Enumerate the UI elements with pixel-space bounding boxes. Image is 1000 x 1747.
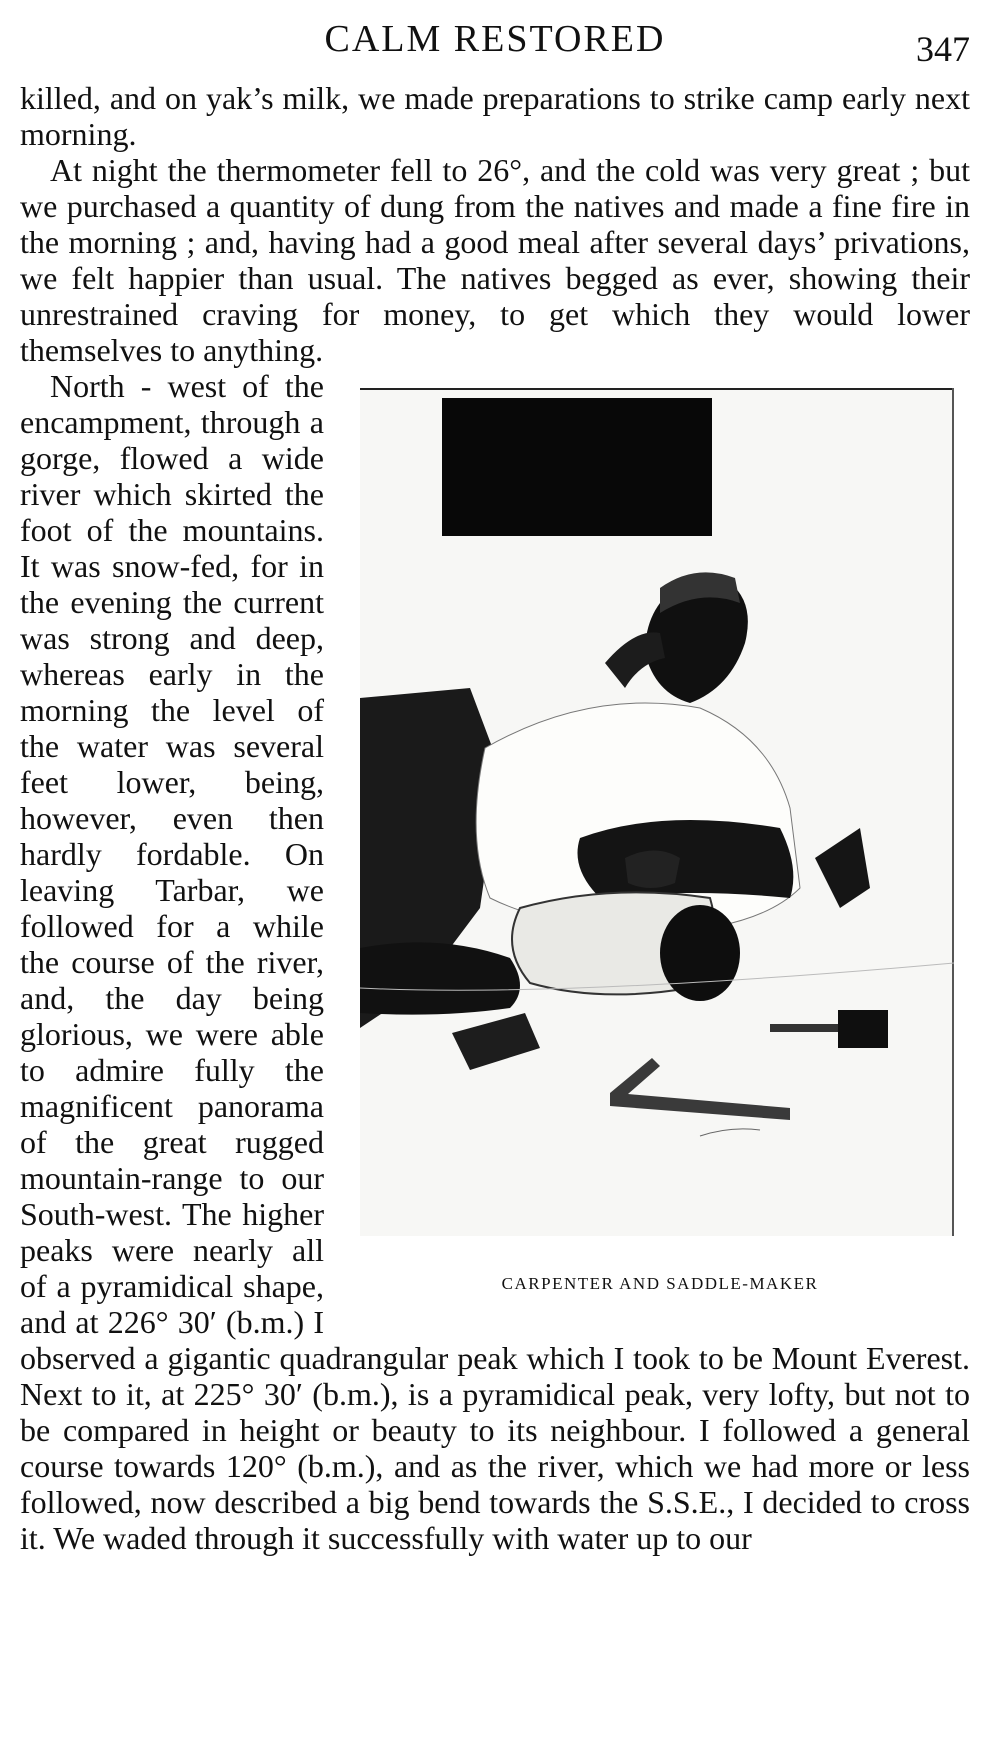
saddle-end bbox=[660, 905, 740, 1001]
figure-arm bbox=[605, 632, 665, 688]
fur-trim bbox=[578, 820, 794, 898]
paragraph-1: killed, and on yak’s milk, we made preparations to strike camp early next morning. bbox=[20, 80, 970, 152]
figure-caption: CARPENTER AND SADDLE-MAKER bbox=[501, 1274, 819, 1293]
figure-boots bbox=[360, 942, 520, 1014]
figure-plate bbox=[350, 370, 970, 1320]
illustration-drawing bbox=[360, 388, 954, 1236]
carpenter-square bbox=[610, 1058, 790, 1120]
paragraph-3: North - west of the encampment, through a gorge, flowed a wide river which skirted the foot of the mountains. It was snow-fed, for in the evening the current was strong and deep, whereas early in the morning the level of the water was several feet lower, being, however, even then hardly fordable. On leaving Tarbar, we followed for a while the course of the river, and, the day being glorious, we were able to admire fully the magnificent panorama of the great rugged mountain-range to our South-west. The higher peaks were nearly all of a pyramidical shape, and at 226° 30′ (b.m.) I observed a gigantic quadrangular peak which I took to be Mount Everest. Next to it, at 225° 30′ (b.m.), is a pyramidical peak, very lofty, but not to be compared in height or beauty to its neighbour. I followed a general course towards 120° (b.m.), and as the river, which we had more or less followed, now described a big bend towards the S.S.E., I decided to cross it. We waded through it successfully with water up to our bbox=[20, 368, 970, 1556]
paragraph-2: At night the thermometer fell to 26°, and the cold was very great ; but we purchased a quantity of dung from the natives and made a fine fire in the morning ; and, having had a good meal after several days’ privations, we felt happier than usual. The natives begged as ever, showing their unrestrained craving for money, to get which they would lower themselves to anything. bbox=[20, 152, 970, 368]
hanging-tool bbox=[815, 828, 870, 908]
illustration bbox=[360, 388, 954, 1236]
page-number: 347 bbox=[916, 29, 970, 69]
dark-wall-panel bbox=[442, 398, 712, 536]
wooden-block bbox=[452, 1013, 540, 1070]
drill-body bbox=[838, 1010, 888, 1048]
page-header bbox=[20, 14, 970, 74]
body-text bbox=[20, 80, 970, 1556]
figure-hands bbox=[625, 851, 680, 889]
drill-bit bbox=[770, 1024, 838, 1032]
running-head: CALM RESTORED bbox=[324, 18, 666, 60]
